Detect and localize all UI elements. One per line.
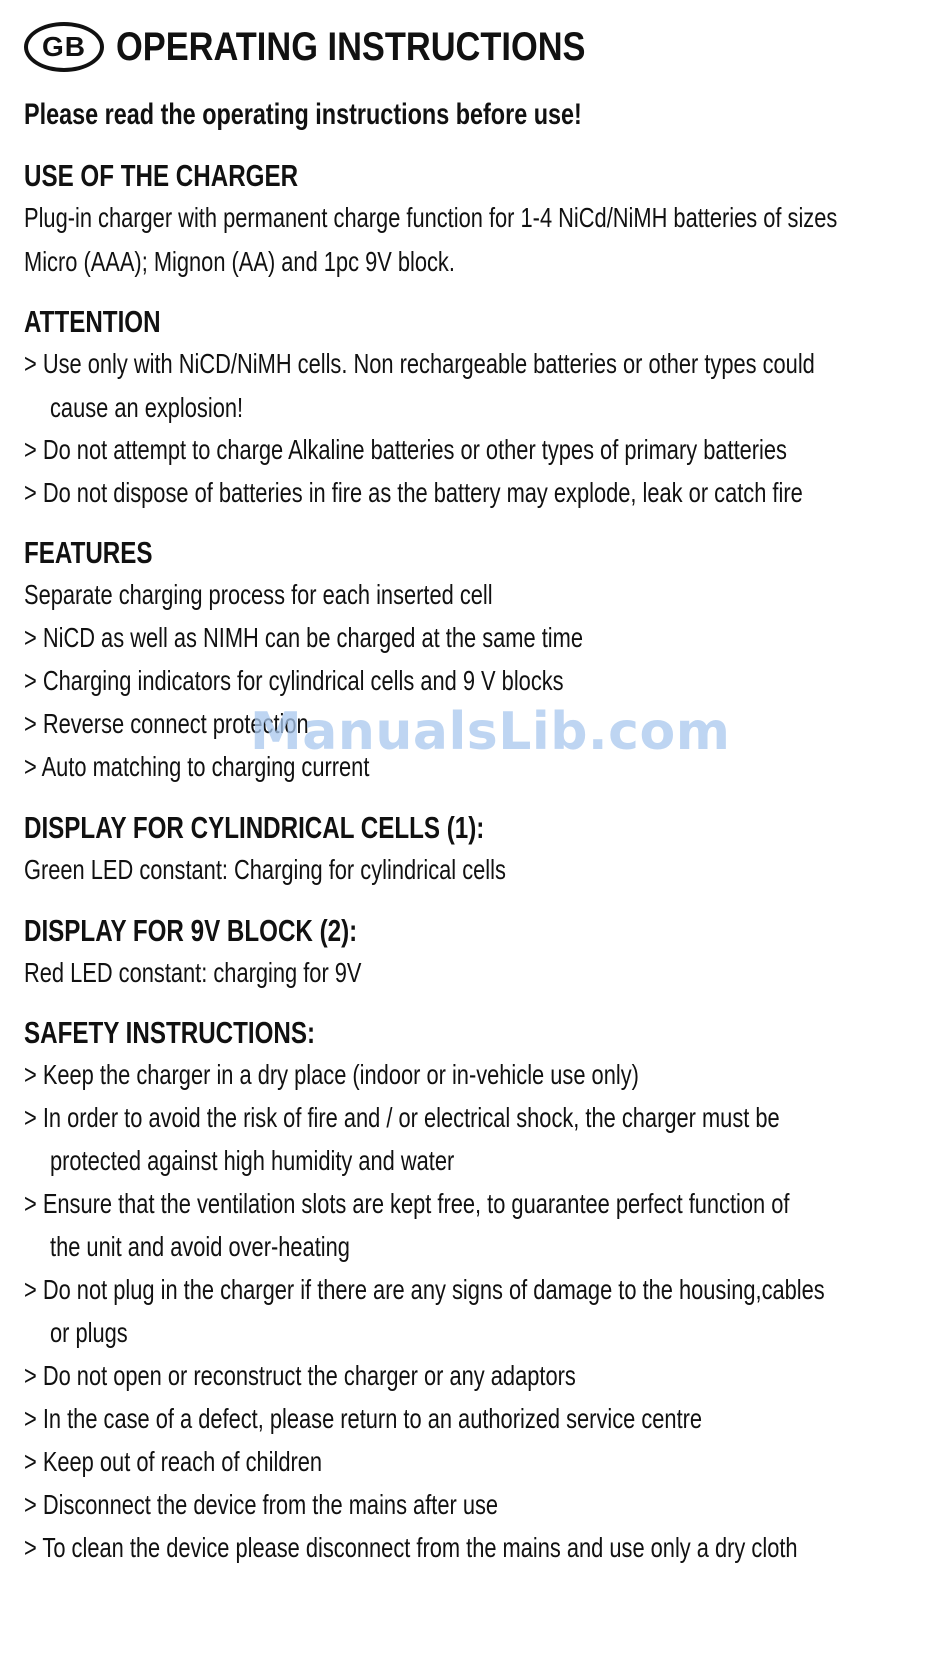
display-9v-heading: DISPLAY FOR 9V BLOCK (2): <box>24 913 358 948</box>
display-cylindrical-text: Green LED constant: Charging for cylindrical cells <box>24 854 506 885</box>
features-bullet: > Reverse connect protection <box>24 708 309 739</box>
title-row <box>24 22 662 72</box>
country-badge: GB <box>24 22 104 72</box>
safety-bullet-continuation: protected against high humidity and water <box>50 1145 455 1176</box>
features-heading: FEATURES <box>24 535 153 570</box>
safety-bullet: > In order to avoid the risk of fire and / or electrical shock, the charger must be <box>24 1102 780 1133</box>
safety-bullet: > Ensure that the ventilation slots are kept free, to guarantee perfect function of <box>24 1188 790 1219</box>
safety-bullet: > Keep the charger in a dry place (indoor or in-vehicle use only) <box>24 1059 639 1090</box>
attention-bullet-continuation: cause an explosion! <box>50 392 244 423</box>
features-bullet: > Charging indicators for cylindrical cells and 9 V blocks <box>24 665 564 696</box>
attention-bullet: > Do not attempt to charge Alkaline batteries or other types of primary batteries <box>24 434 787 465</box>
safety-bullet: > To clean the device please disconnect from the mains and use only a dry cloth <box>24 1532 798 1563</box>
safety-bullet: > Disconnect the device from the mains after use <box>24 1489 499 1520</box>
display-cylindrical-heading: DISPLAY FOR CYLINDRICAL CELLS (1): <box>24 810 485 845</box>
watermark: ManualsLib.com <box>250 702 731 762</box>
use-text-line: Plug-in charger with permanent charge function for 1-4 NiCd/NiMH batteries of sizes <box>24 202 838 233</box>
safety-bullet: > Do not open or reconstruct the charger or any adaptors <box>24 1360 576 1391</box>
attention-heading: ATTENTION <box>24 304 161 339</box>
safety-bullet: > Do not plug in the charger if there are any signs of damage to the housing,cables <box>24 1274 825 1305</box>
safety-bullet: > In the case of a defect, please return to an authorized service centre <box>24 1403 703 1434</box>
use-text-line: Micro (AAA); Mignon (AA) and 1pc 9V block. <box>24 246 455 277</box>
display-9v-text: Red LED constant: charging for 9V <box>24 957 362 988</box>
features-bullet: > NiCD as well as NIMH can be charged at the same time <box>24 622 583 653</box>
attention-bullet: > Do not dispose of batteries in fire as the battery may explode, leak or catch fire <box>24 477 803 508</box>
attention-bullet: > Use only with NiCD/NiMH cells. Non rechargeable batteries or other types could <box>24 348 815 379</box>
page-title: OPERATING INSTRUCTIONS <box>116 24 586 69</box>
safety-heading: SAFETY INSTRUCTIONS: <box>24 1015 316 1050</box>
safety-bullet-continuation: or plugs <box>50 1317 128 1348</box>
intro-notice: Please read the operating instructions before use! <box>24 98 582 131</box>
features-text-line: Separate charging process for each inserted cell <box>24 579 493 610</box>
safety-bullet-continuation: the unit and avoid over-heating <box>50 1231 350 1262</box>
safety-bullet: > Keep out of reach of children <box>24 1446 323 1477</box>
features-bullet: > Auto matching to charging current <box>24 751 370 782</box>
use-heading: USE OF THE CHARGER <box>24 158 299 193</box>
